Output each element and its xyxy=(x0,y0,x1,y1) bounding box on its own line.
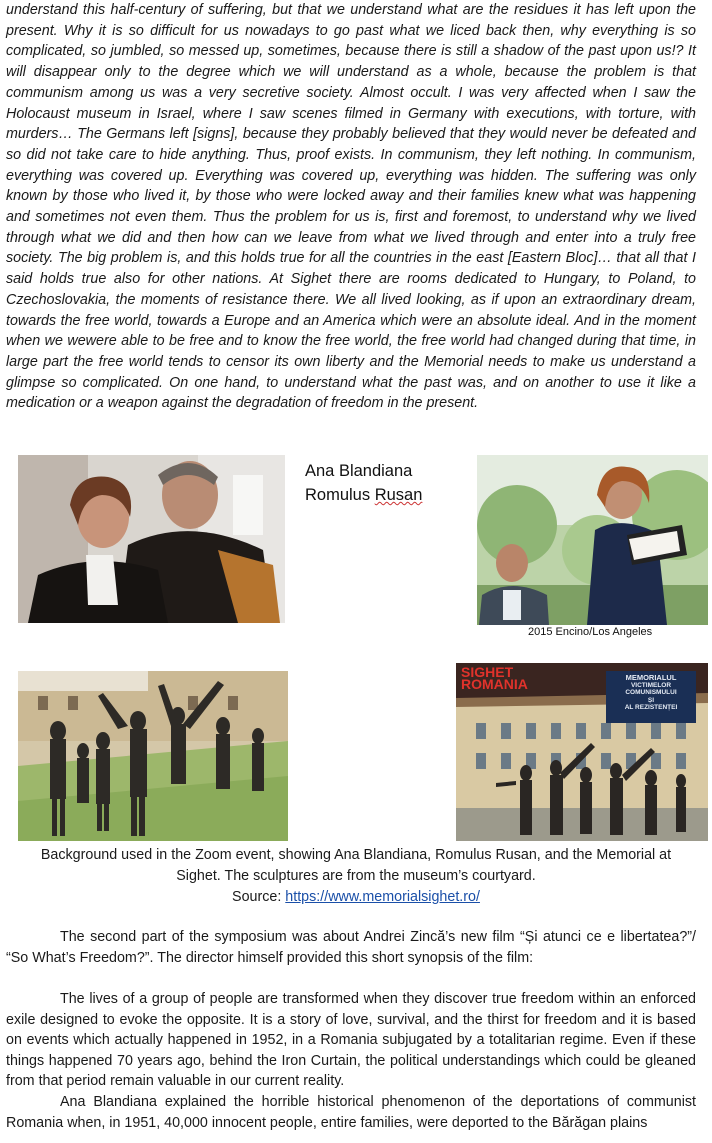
photo-credit: 2015 Encino/Los Angeles xyxy=(528,626,653,638)
memorial-sign: MEMORIALUL VICTIMELOR COMUNISMULUI ȘI AL REZISTENȚEI xyxy=(624,673,678,711)
figure-caption xyxy=(0,845,712,908)
paragraph-synopsis: The lives of a group of people are transformed when they discover true freedom within an enforced exile designed to evoke the opposite. It is a story of love, survival, and the thirst for freedom and it is based on events which actually happened in 1952, in a Romania subjugated by a totalitarian regime. Even if these things happened 70 years ago, behind the Iron Curtain, the political understandings which could be gleaned from that period remain valuable in our current reality. xyxy=(6,991,696,1089)
sighet-banner: SIGHET ROMANIA xyxy=(461,664,528,692)
sculptures-photo xyxy=(18,671,288,841)
paragraph-deportations: Ana Blandiana explained the horrible historical phenomenon of the deportations of communist Romania when, in 1951, 40,000 innocent people, entire families, were deported to the Bărăgan plains xyxy=(6,1094,696,1131)
reading-event-photo xyxy=(477,455,708,625)
caption-line-2: Sighet. The sculptures are from the museum’s courtyard. xyxy=(176,868,536,884)
name-blandiana: Ana Blandiana xyxy=(305,462,413,480)
intro-paragraph: understand this half-century of suffering, but that we understand what are the residues it has left upon the present. Why it is so difficult for us nowadays to go past what we liced back then, why everything is so complicated, so jumbled, so messed up, sometimes, because there is still a shadow of the past upon us!? It will disappear only to the degree which we will understand as a whole, because the problem is that communism among us was a very secretive society. Almost occult. I was very affected when I saw the Holocaust museum in Israel, where I saw scenes filmed in Germany with executions, with torture, with murders… The Germans left [signs], because they probably believed that they would never be defeated and so did not take care to hide anything. Thus, proof exists. In communism, they left nothing. In communism, everything was covered up. Everything was covered up, everything was hidden. The suffering was only known by those who lived it, by those who were locked away and their families knew what was happening and sometimes not even them. Thus the problem for us is, first and foremost, to understand why we lived through what we did and then how can we leave from what we lived through and enter into a truly free society. The big problem is, and this holds true for all the countries in the east [Eastern Bloc]… that all that I said holds true also for other nations. At Sighet there are rooms dedicated to Hungary, to Poland, to Czechoslovakia, the moments of resistance there. We all lived looking, as if upon an extraordinary dream, towards the free world, towards a Europe and an America which were an absolute ideal. And in the moment when we wewere able to be free and to know the free world, the free world had changed during that time, in large part the free world tends to censor its own liberty and the Memorial needs to make us understand a glimpse so complicated. On one hand, to understand what the past was, and on another to use it like a medication or a weapon against the degradation of freedom in the present. xyxy=(6,2,696,412)
paragraph-symposium: The second part of the symposium was about Andrei Zincă’s new film “Și atunci ce e libertatea?”/ “So What’s Freedom?”. The director himself provided this short synopsis of the film: xyxy=(6,929,696,966)
caption-line-1: Background used in the Zoom event, showing Ana Blandiana, Romulus Rusan, and the Memorial at xyxy=(40,847,672,863)
source-link[interactable]: https://www.memorialsighet.ro/ xyxy=(285,889,480,905)
photo-collage xyxy=(16,451,712,843)
names-label xyxy=(305,459,422,507)
blandiana-rusan-portrait xyxy=(18,455,285,623)
name-rusan: Romulus Rusan xyxy=(305,486,423,504)
memorial-building-photo xyxy=(456,663,708,841)
caption-source: Source: https://www.memorialsighet.ro/ xyxy=(232,889,480,905)
